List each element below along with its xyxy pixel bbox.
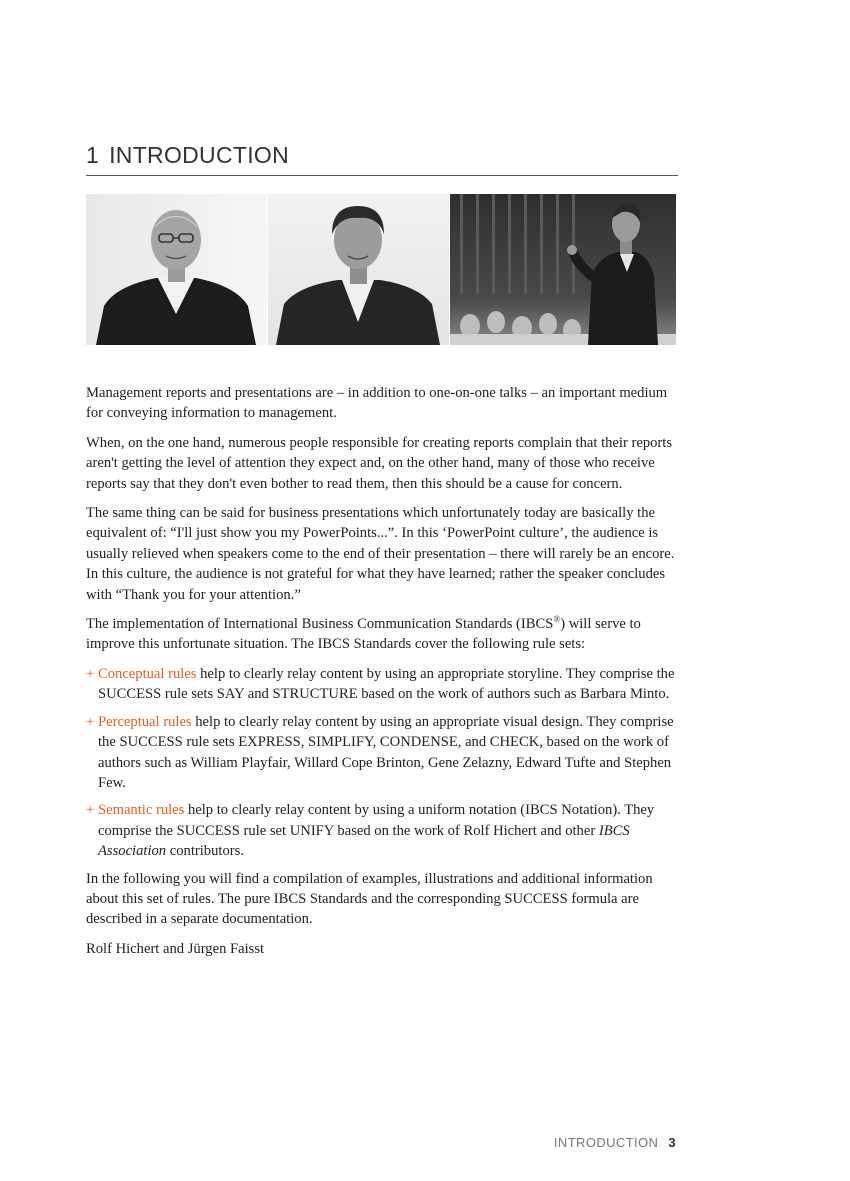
semantic-description: help to clearly relay content by using a uniform notation (IBCS Notation). They comprise the SUCCESS rule set UNIFY based on the work of Rolf Hichert and other	[98, 802, 655, 839]
speaker-photo	[450, 194, 676, 345]
author-signature: Rolf Hichert and Jürgen Faisst	[86, 940, 265, 957]
term-conceptual-rules: Conceptual rules	[98, 665, 197, 682]
list-item-conceptual	[86, 664, 680, 705]
paragraph-5: In the following you will find a compilation of examples, illustrations and additional information about this set of rules. The pure IBCS Standards and the corresponding SUCCESS formula are described in a separate documentation.	[86, 870, 653, 928]
term-perceptual-rules: Perceptual rules	[98, 713, 192, 730]
registered-mark: ®	[553, 614, 561, 625]
rule-set-list	[86, 664, 680, 862]
portrait-photo-2	[268, 194, 449, 345]
semantic-description-end: contributors.	[166, 843, 244, 860]
plus-bullet: +	[86, 713, 95, 730]
paragraph-1: Management reports and presentations are – in addition to one-on-one talks – an important medium for conveying information to management.	[86, 385, 668, 422]
page-footer	[554, 1135, 676, 1150]
paragraph-4	[86, 614, 680, 655]
ibcs-association-italic: IBCS Association	[98, 822, 630, 860]
photo-strip	[86, 194, 676, 345]
paragraph-3: The same thing can be said for business presentations which unfortunately today are basically the equivalent of: “I'll just show you my PowerPoints...”. In this ‘PowerPoint culture’, the audience is usually relieved when speakers come to the end of their presentation – there will rarely be an encore. In this culture, the audience is not grateful for what they have learned; rather the speaker concludes with “Thank you for your attention.”	[86, 505, 675, 603]
plus-bullet: +	[86, 802, 95, 819]
section-heading	[86, 142, 678, 176]
section-number: 1	[86, 142, 100, 168]
paragraph-4-start: The implementation of International Business Communication Standards (IBCS	[86, 616, 554, 633]
page-number: 3	[668, 1135, 676, 1150]
paragraph-4-end: ) will serve to improve this unfortunate situation. The IBCS Standards cover the following rule sets:	[86, 616, 641, 653]
perceptual-description: help to clearly relay content by using an appropriate visual design. They comprise the SUCCESS rule sets EXPRESS, SIMPLIFY, CONDENSE, and CHECK, based on the work of authors such as William Playfair, Willard Cope Brinton, Gene Zelazny, Edward Tufte and Stephen Few.	[98, 713, 674, 791]
list-item-perceptual	[86, 712, 680, 794]
paragraph-2: When, on the one hand, numerous people responsible for creating reports complain that their reports aren't getting the level of attention they expect and, on the other hand, many of those who receive reports say that they don't even bother to read them, then this should be a cause for concern.	[86, 434, 673, 492]
footer-section-label: INTRODUCTION	[553, 1135, 659, 1150]
plus-bullet: +	[86, 665, 95, 682]
body-text	[86, 383, 680, 968]
section-title: INTRODUCTION	[109, 142, 290, 168]
conceptual-description: help to clearly relay content by using an appropriate storyline. They comprise the SUCCESS rule sets SAY and STRUCTURE based on the work of authors such as Barbara Minto.	[98, 665, 675, 703]
list-item-semantic	[86, 800, 680, 861]
term-semantic-rules: Semantic rules	[98, 802, 185, 819]
portrait-photo-1	[86, 194, 267, 345]
